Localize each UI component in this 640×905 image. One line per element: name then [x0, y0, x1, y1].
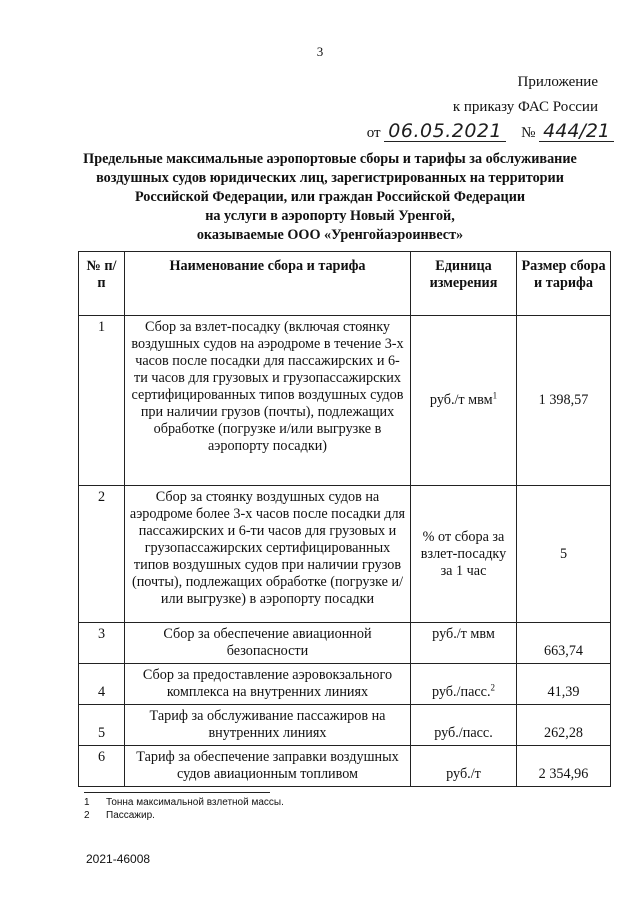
- row-unit: руб./т: [411, 746, 517, 787]
- row-value: 41,39: [517, 664, 611, 705]
- row-number: 3: [79, 623, 125, 664]
- table-header-row: [79, 252, 611, 316]
- footnote-number: 1: [84, 797, 90, 808]
- row-name: Сбор за стоянку воздушных судов на аэродроме более 3-х часов после посадки для пассажирских и 6-ти часов для грузовых и грузопассажирских сертифицированных типов воздушных судов при наличии грузов (почты), подлежащих обработке (погрузке и/или выгрузке) в аэропорту посадки: [125, 486, 411, 623]
- footnote-ref: 2: [490, 682, 496, 693]
- row-name: Тариф за обеспечение заправки воздушных судов авиационным топливом: [125, 746, 411, 787]
- footnote: [84, 797, 284, 808]
- row-name: Сбор за обеспечение авиационной безопасности: [125, 623, 411, 664]
- row-value: 262,28: [517, 705, 611, 746]
- table-row: [79, 316, 611, 486]
- row-name: Тариф за обслуживание пассажиров на внутренних линиях: [125, 705, 411, 746]
- date-prefix: от: [366, 125, 381, 141]
- row-unit: % от сбора за взлет-посадку за 1 час: [411, 486, 517, 623]
- row-unit: [411, 664, 517, 705]
- appendix-label: Приложение: [517, 74, 598, 90]
- row-number: 2: [79, 486, 125, 623]
- tariff-table: [78, 251, 611, 787]
- table-row: [79, 705, 611, 746]
- row-number: 1: [79, 316, 125, 486]
- title-line: на услуги в аэропорту Новый Уренгой,: [205, 208, 455, 224]
- unit-text: руб./пасс.: [431, 684, 491, 700]
- footnote-text: Пассажир.: [106, 810, 155, 821]
- row-value: 663,74: [517, 623, 611, 664]
- table-row: [79, 664, 611, 705]
- page-number: 3: [316, 44, 324, 59]
- title-line: воздушных судов юридических лиц, зарегистрированных на территории: [96, 170, 564, 186]
- handwritten-order-number: 444/21: [539, 121, 614, 142]
- table-row: [79, 746, 611, 787]
- footnote: [84, 810, 155, 821]
- footnote-divider: [84, 792, 270, 793]
- row-name: Сбор за предоставление аэровокзального комплекса на внутренних линиях: [125, 664, 411, 705]
- unit-text: руб./т мвм: [429, 392, 493, 408]
- number-prefix: №: [521, 125, 536, 141]
- row-unit: руб./т мвм: [411, 623, 517, 664]
- row-number: 6: [79, 746, 125, 787]
- table-row: [79, 486, 611, 623]
- appendix-order-ref: к приказу ФАС России: [452, 99, 598, 115]
- footnote-number: 2: [84, 810, 90, 821]
- row-number: 4: [79, 664, 125, 705]
- table-row: [79, 623, 611, 664]
- row-unit: руб./пасс.: [411, 705, 517, 746]
- title-line: Предельные максимальные аэропортовые сборы и тарифы за обслуживание: [83, 151, 577, 167]
- row-value: 1 398,57: [517, 316, 611, 486]
- row-value: 2 354,96: [517, 746, 611, 787]
- title-line: Российской Федерации, или граждан Российской Федерации: [134, 189, 526, 205]
- header-value: Размер сбора и тарифа: [517, 252, 611, 316]
- handwritten-date: 06.05.2021: [384, 121, 506, 142]
- document-number: 2021-46008: [86, 852, 151, 866]
- row-value: 5: [517, 486, 611, 623]
- header-name: Наименование сбора и тарифа: [125, 252, 411, 316]
- title-line: оказываемые ООО «Уренгойаэроинвест»: [196, 227, 464, 243]
- document-title: [60, 150, 600, 245]
- footnote-ref: 1: [492, 390, 498, 401]
- header-no: № п/п: [79, 252, 125, 316]
- footnote-text: Тонна максимальной взлетной массы.: [106, 797, 284, 808]
- row-name: Сбор за взлет-посадку (включая стоянку воздушных судов на аэродроме в течение 3-х часов после посадки для пассажирских и 6-ти часов для грузовых и грузопассажирских сертифицированных типов воздушных судов при наличии грузов (почты), подлежащих обработке (погрузке и/или выгрузке в аэропорту посадки): [125, 316, 411, 486]
- order-date-line: [367, 121, 614, 142]
- row-unit: [411, 316, 517, 486]
- row-number: 5: [79, 705, 125, 746]
- header-unit: Единица измерения: [411, 252, 517, 316]
